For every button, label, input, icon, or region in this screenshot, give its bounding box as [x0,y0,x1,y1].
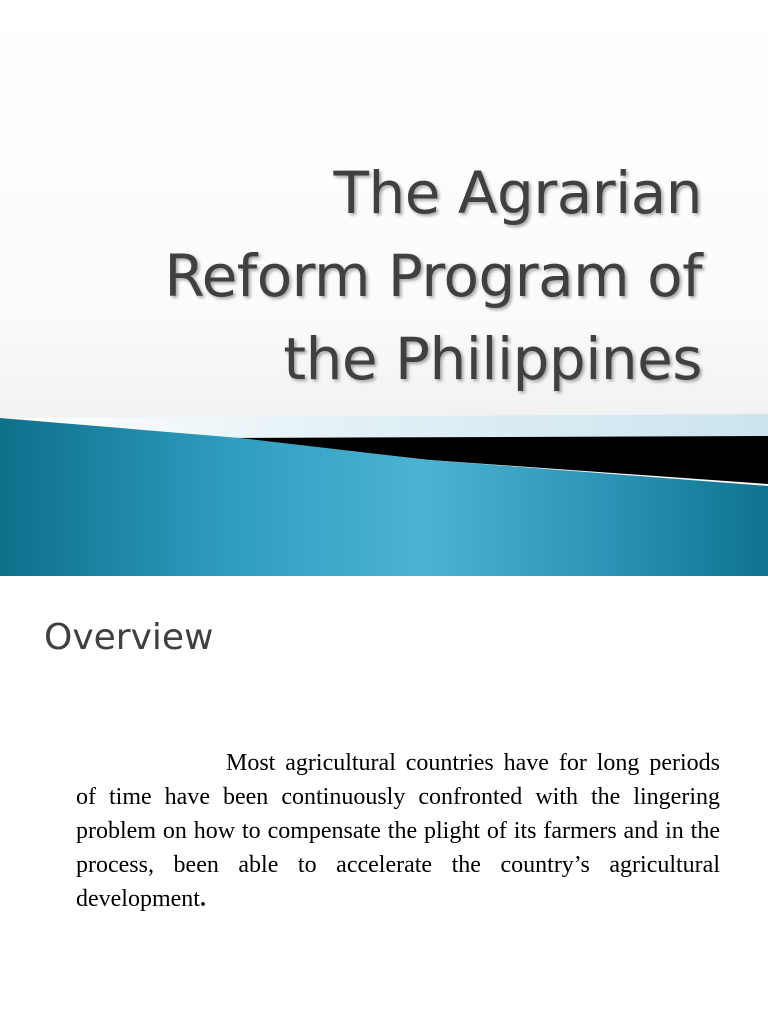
title-line-2: Reform Program of [164,242,702,310]
title-line-3: the Philippines [283,325,702,393]
overview-heading: Overview [44,617,214,658]
title-line-1: The Agrarian [333,159,702,227]
overview-paragraph [76,746,720,916]
overview-slide [0,576,768,1024]
overview-body: Most agricultural countries have for long periods of time have been continuously confronted with the lingering problem on how to compensate the plight of its farmers and in the process, been able to accelerate the country’s agricultural development [76,750,720,912]
slide-title [22,152,702,401]
overview-body-end: . [199,886,206,912]
decorative-swoosh [0,388,768,576]
